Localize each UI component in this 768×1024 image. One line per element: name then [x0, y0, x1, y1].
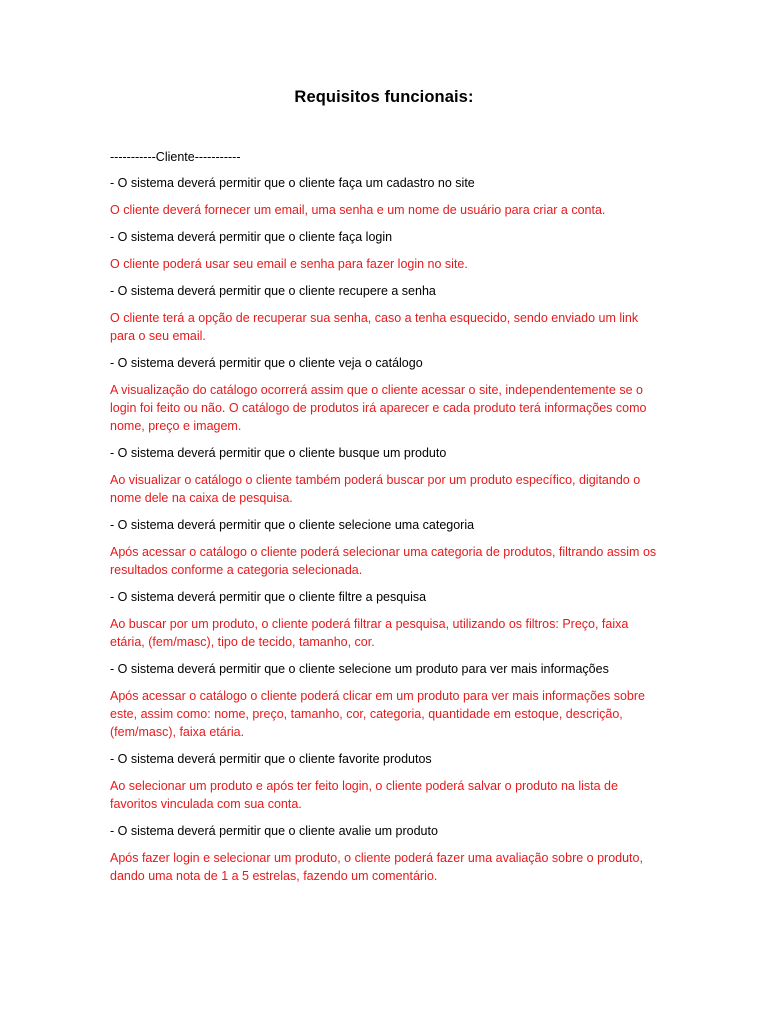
description-catalogo: A visualização do catálogo ocorrerá assim que o cliente acessar o site, independentemente se o login foi feito ou não. O catálogo de produtos irá aparecer e cada produto terá informações como nome, preço e imagem.: [110, 383, 647, 433]
description-buscar-produto: Ao visualizar o catálogo o cliente também poderá buscar por um produto específico, digitando o nome dele na caixa de pesquisa.: [110, 473, 641, 505]
description-recuperar-senha: O cliente terá a opção de recuperar sua senha, caso a tenha esquecido, sendo enviado um link para o seu email.: [110, 311, 639, 343]
requirement-cadastro: - O sistema deverá permitir que o cliente faça um cadastro no site: [110, 176, 475, 190]
requirement-favoritar: - O sistema deverá permitir que o cliente favorite produtos: [110, 752, 432, 766]
description-favoritar: Ao selecionar um produto e após ter feito login, o cliente poderá salvar o produto na lista de favoritos vinculada com sua conta.: [110, 779, 618, 811]
description-avaliar: Após fazer login e selecionar um produto, o cliente poderá fazer uma avaliação sobre o produto, dando uma nota de 1 a 5 estrelas, fazendo um comentário.: [110, 851, 643, 883]
requirement-avaliar: - O sistema deverá permitir que o cliente avalie um produto: [110, 824, 438, 838]
description-cadastro: O cliente deverá fornecer um email, uma senha e um nome de usuário para criar a conta.: [110, 203, 606, 217]
requirement-buscar-produto: - O sistema deverá permitir que o cliente busque um produto: [110, 446, 447, 460]
document-content: [110, 148, 666, 894]
document-title: Requisitos funcionais:: [294, 88, 474, 106]
requirement-recuperar-senha: - O sistema deverá permitir que o cliente recupere a senha: [110, 284, 436, 298]
requirement-login: - O sistema deverá permitir que o cliente faça login: [110, 230, 393, 244]
requirement-categoria: - O sistema deverá permitir que o cliente selecione uma categoria: [110, 518, 475, 532]
description-detalhes-produto: Após acessar o catálogo o cliente poderá clicar em um produto para ver mais informações sobre este, assim como: nome, preço, tamanho, cor, categoria, quantidade em estoque, descrição, (fem/masc), faixa etária.: [110, 689, 645, 739]
requirement-catalogo: - O sistema deverá permitir que o cliente veja o catálogo: [110, 356, 423, 370]
description-filtrar-pesquisa: Ao buscar por um produto, o cliente poderá filtrar a pesquisa, utilizando os filtros: Preço, faixa etária, (fem/masc), tipo de tecido, tamanho, cor.: [110, 617, 629, 649]
section-header-cliente: -----------Cliente-----------: [110, 150, 241, 164]
description-categoria: Após acessar o catálogo o cliente poderá selecionar uma categoria de produtos, filtrando assim os resultados conforme a categoria selecionada.: [110, 545, 657, 577]
requirement-filtrar-pesquisa: - O sistema deverá permitir que o cliente filtre a pesquisa: [110, 590, 427, 604]
requirement-detalhes-produto: - O sistema deverá permitir que o cliente selecione um produto para ver mais informações: [110, 662, 609, 676]
description-login: O cliente poderá usar seu email e senha para fazer login no site.: [110, 257, 468, 271]
